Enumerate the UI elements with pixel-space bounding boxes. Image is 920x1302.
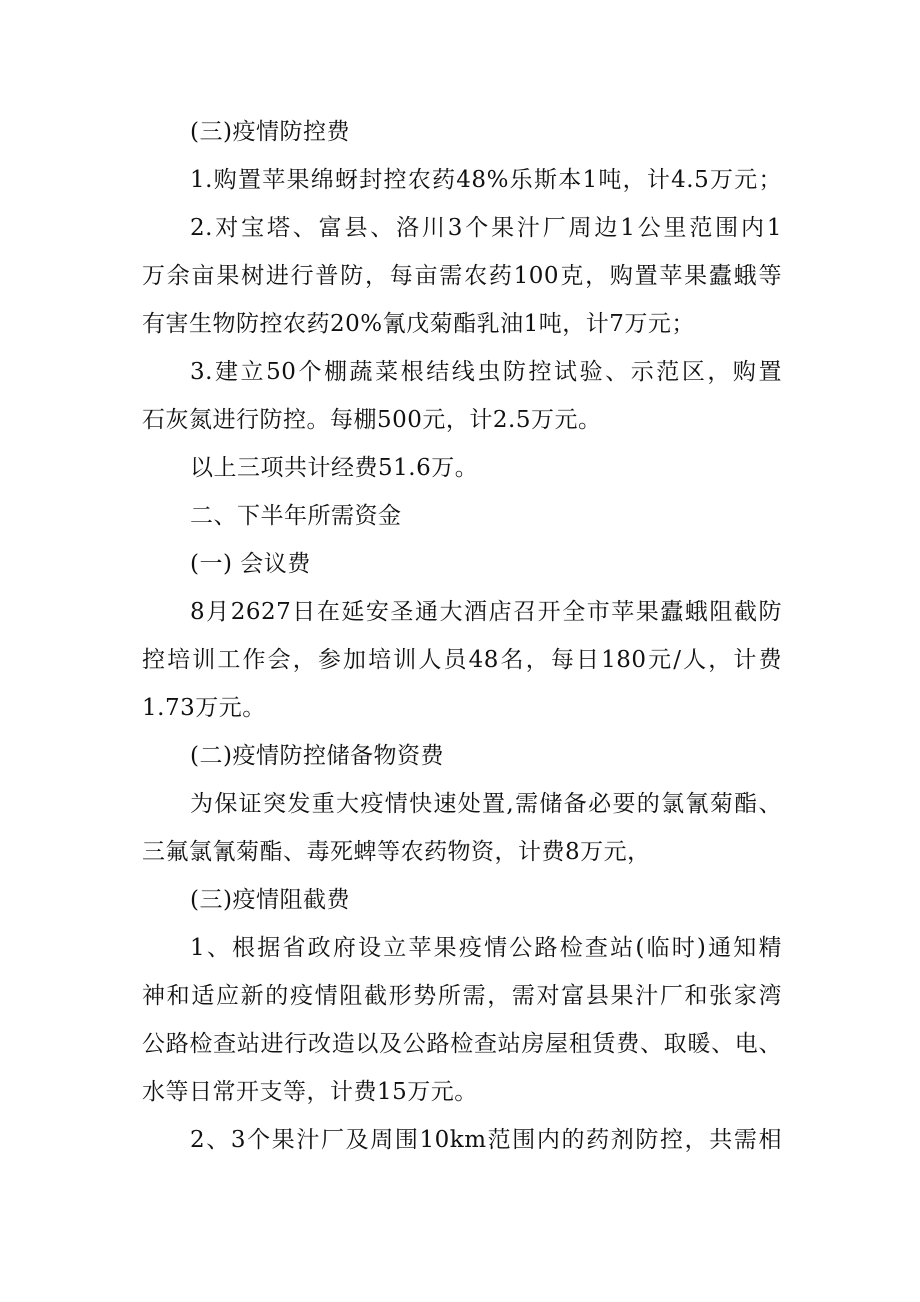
text-line: 3.建立50个棚蔬菜根结线虫防控试验、示范区，购置 bbox=[190, 359, 782, 385]
text-line: 1.购置苹果绵蚜封控农药48%乐斯本1吨，计4.5万元； bbox=[190, 167, 782, 193]
text-line: 神和适应新的疫情阻截形势所需，需对富县果汁厂和张家湾 bbox=[142, 983, 782, 1009]
text-line: 以上三项共计经费51.6万。 bbox=[190, 455, 479, 481]
section-heading: 二、下半年所需资金 bbox=[190, 503, 402, 529]
subsection-heading: (一) 会议费 bbox=[190, 551, 311, 577]
text-line: 控培训工作会，参加培训人员48名，每日180元/人，计费 bbox=[142, 647, 782, 673]
subsection-heading: (二)疫情防控储备物资费 bbox=[190, 743, 444, 769]
text-line: 8月2627日在延安圣通大酒店召开全市苹果蠹蛾阻截防 bbox=[190, 599, 782, 625]
text-line: 2.对宝塔、富县、洛川3个果汁厂周边1公里范围内1 bbox=[190, 215, 782, 241]
text-line: 1、根据省政府设立苹果疫情公路检查站(临时)通知精 bbox=[190, 935, 782, 961]
text-line: 1.73万元。 bbox=[142, 695, 266, 721]
text-line: 石灰氮进行防控。每棚500元，计2.5万元。 bbox=[142, 407, 602, 433]
text-line: 水等日常开支等，计费15万元。 bbox=[142, 1079, 478, 1105]
text-line: 有害生物防控农药20%氰戊菊酯乳油1吨，计7万元； bbox=[142, 311, 695, 337]
document-body bbox=[142, 108, 782, 1164]
text-line: 公路检查站进行改造以及公路检查站房屋租赁费、取暖、电、 bbox=[142, 1031, 782, 1057]
text-line: 万余亩果树进行普防，每亩需农药100克，购置苹果蠹蛾等 bbox=[142, 263, 782, 289]
text-line: 三氟氯氰菊酯、毒死蜱等农药物资，计费8万元， bbox=[142, 839, 651, 865]
text-line: 为保证突发重大疫情快速处置,需储备必要的氯氰菊酯、 bbox=[190, 791, 782, 817]
text-line: (三)疫情防控费 bbox=[190, 119, 350, 145]
subsection-heading: (三)疫情阻截费 bbox=[190, 887, 350, 913]
text-line: 2、3个果汁厂及周围10km范围内的药剂防控，共需相 bbox=[190, 1127, 782, 1153]
